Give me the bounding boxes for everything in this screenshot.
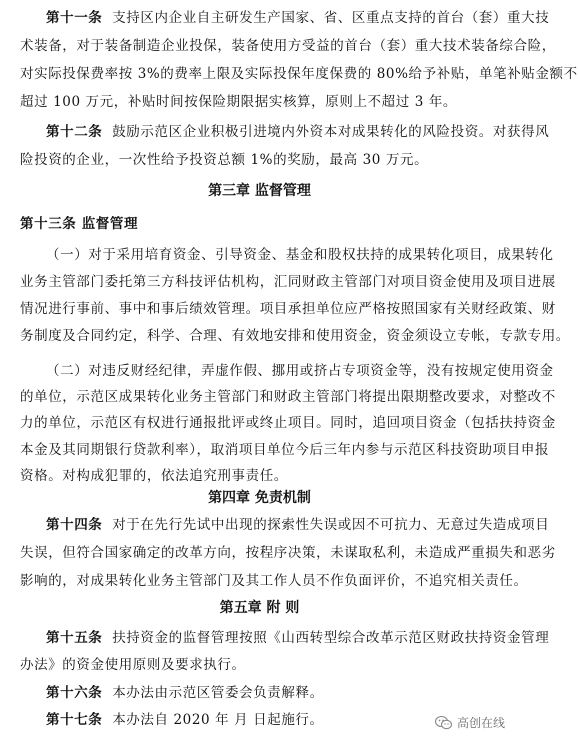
art11-line-2: [20, 36, 556, 56]
text: 扶持资金的监督管理按照《山西转型综合改革示范区财政扶持资金管理: [112, 630, 550, 646]
article-number: 第十七条: [46, 712, 103, 728]
text: 支持区内企业自主研发生产国家、省、区重点支持的首台（套）重大技: [112, 10, 550, 26]
art12-line-1: [46, 122, 550, 142]
art11-line-3: [20, 64, 578, 84]
para2-line-4: 本金及其同期银行贷款利率），取消项目单位今后三年内参与示范区科技资助项目申报: [20, 442, 550, 458]
article-number: 第十四条: [46, 517, 103, 533]
art14-line-3: 影响的，对成果转化业务主管部门及其工作人员不作负面评价，不追究相关责任。: [20, 573, 528, 589]
art12-line-2: [20, 150, 500, 170]
para2-line-2: 的单位，示范区成果转化业务主管部门和财政主管部门将提出限期整改要求，对整改不: [20, 389, 556, 405]
chapter-5-heading: 第五章 附 则: [219, 600, 300, 616]
chapter-4-heading: 第四章 免责机制: [208, 490, 311, 506]
article-number: 第十五条: [46, 630, 103, 646]
art13-title: 第十三条 监督管理: [20, 216, 139, 232]
para2-line-5: 资格。对构成犯罪的，依法追究刑事责任。: [20, 468, 288, 484]
art11-line-4: [20, 92, 500, 112]
text: 本办法由示范区管委会负责解释。: [112, 685, 324, 701]
art16-line: [46, 683, 500, 703]
text: 险投资的企业，一次性给予投资总额 1%的奖励，最高 30 万元。: [20, 152, 429, 168]
para1-line-2: 业务主管部门委托第三方科技评估机构，汇同财政主管部门对项目资金使用及项目进展: [20, 274, 556, 290]
para1-line-3: 情况进行事前、事中和事后绩效管理。项目承担单位应严格按照国家有关财经政策、财: [20, 301, 556, 317]
text: 超过 100 万元，补贴时间按保险期限据实核算，原则上不超过 3 年。: [20, 94, 458, 110]
art17-line: [46, 710, 500, 730]
art14-line-2: 失误，但符合国家确定的改革方向，按程序决策，未谋取私利，未造成严重损失和恶劣: [20, 545, 556, 561]
text: 对于在先行先试中出现的探索性失误或因不可抗力、无意过失造成项目: [112, 517, 550, 533]
text: 术装备，对于装备制造企业投保，装备使用方受益的首台（套）重大技术装备综合险，: [20, 38, 556, 54]
text: 鼓励示范区企业积极引进境内外资本对成果转化的风险投资。对获得风: [112, 124, 550, 140]
art15-line-2: 办法》的资金使用原则及要求执行。: [20, 657, 246, 673]
art14-line-1: [46, 515, 550, 535]
chapter-3-heading: 第三章 监督管理: [208, 183, 311, 199]
wechat-icon: [435, 716, 452, 730]
article-number: 第十一条: [46, 10, 103, 26]
article-number: 第十六条: [46, 685, 103, 701]
para1-line-4: 务制度及合同约定，科学、合理、有效地安排和使用资金，资金须设立专帐，专款专用。: [20, 328, 570, 344]
watermark-text: 高创在线: [456, 716, 505, 730]
para2-line-1: （二）对违反财经纪律，弄虚作假、挪用或挤占专项资金等，没有按规定使用资金: [46, 363, 554, 379]
text: 对实际投保费率按 3%的费率上限及实际投保年度保费的 80%给予补贴，单笔补贴金额不: [20, 66, 578, 82]
text: 本办法自 2020 年 月 日起施行。: [112, 712, 324, 728]
watermark: [435, 714, 505, 731]
art11-line-1: [46, 8, 550, 28]
article-number: 第十二条: [46, 124, 103, 140]
art15-line-1: [46, 628, 550, 648]
para1-line-1: （一）对于采用培育资金、引导资金、基金和股权扶持的成果转化项目，成果转化: [46, 247, 554, 263]
para2-line-3: 力的单位，示范区有权进行通报批评或终止项目。同时，追回项目资金（包括扶持资金: [20, 415, 556, 431]
